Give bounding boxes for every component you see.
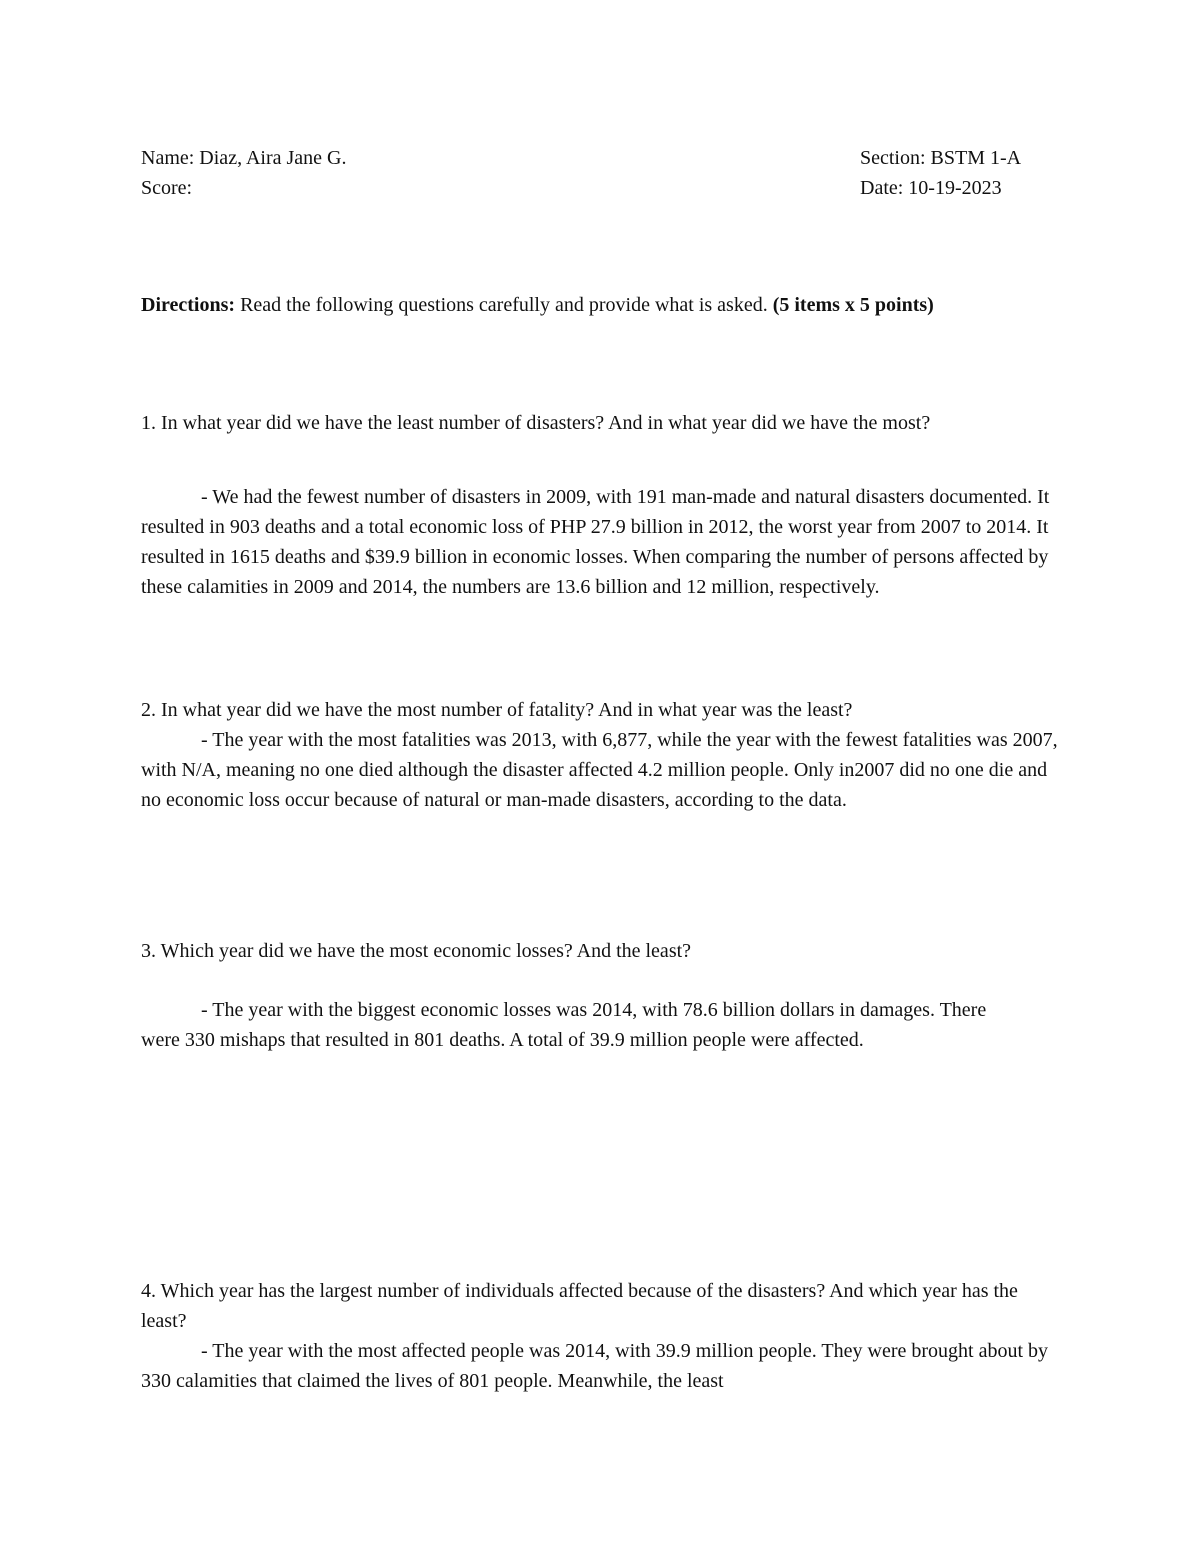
question-3: [141, 936, 1061, 966]
directions-points: (5 items x 5 points): [772, 294, 934, 316]
answer-2-text: - The year with the most fatalities was 2013, with 6,877, while the year with the fewest fatalities was 2007, with N/A, meaning no one died although the disaster affected 4.2 million people. Only in2007 did no one die and no economic loss occur because of natural or man-made disasters, according to the data.: [141, 729, 1058, 811]
directions-paragraph: [141, 290, 1021, 320]
question-2-text: 2. In what year did we have the most number of fatality? And in what year was the least?: [141, 699, 853, 721]
date-label: Date: 10-19-2023: [860, 177, 1002, 199]
section-label: Section: BSTM 1-A: [860, 147, 1022, 169]
question-2: [141, 695, 1066, 815]
question-4: [141, 1276, 1066, 1396]
header-block: [141, 143, 1061, 203]
answer-1-text: - We had the fewest number of disasters in 2009, with 191 man-made and natural disasters documented. It resulted in 903 deaths and a total economic loss of PHP 27.9 billion in 2012, the worst year from 2007 to 2014. It resulted in 1615 deaths and $39.9 billion in economic losses. When comparing the number of persons affected by these calamities in 2009 and 2014, the numbers are 13.6 billion and 12 million, respectively.: [141, 486, 1050, 598]
question-1-text: 1. In what year did we have the least number of disasters? And in what year did we have the most?: [141, 412, 931, 434]
question-4-text: 4. Which year has the largest number of individuals affected because of the disasters? And which year has the least?: [141, 1280, 1018, 1332]
answer-3: [141, 995, 1026, 1055]
score-label: Score:: [141, 177, 193, 199]
question-3-text: 3. Which year did we have the most economic losses? And the least?: [141, 940, 692, 962]
header-row-1: [141, 143, 1061, 173]
header-row-2: [141, 173, 1061, 203]
question-1: [141, 408, 1031, 438]
directions-label: Directions:: [141, 294, 236, 316]
directions-block: [141, 290, 1021, 320]
student-name: Name: Diaz, Aira Jane G.: [141, 147, 347, 169]
answer-1: [141, 482, 1066, 602]
directions-text: Read the following questions carefully and provide what is asked.: [235, 294, 773, 316]
answer-4-text: - The year with the most affected people was 2014, with 39.9 million people. They were brought about by 330 calamities that claimed the lives of 801 people. Meanwhile, the least: [141, 1340, 1049, 1392]
answer-3-text: - The year with the biggest economic losses was 2014, with 78.6 billion dollars in damages. There were 330 mishaps that resulted in 801 deaths. A total of 39.9 million people were affected.: [141, 999, 987, 1051]
